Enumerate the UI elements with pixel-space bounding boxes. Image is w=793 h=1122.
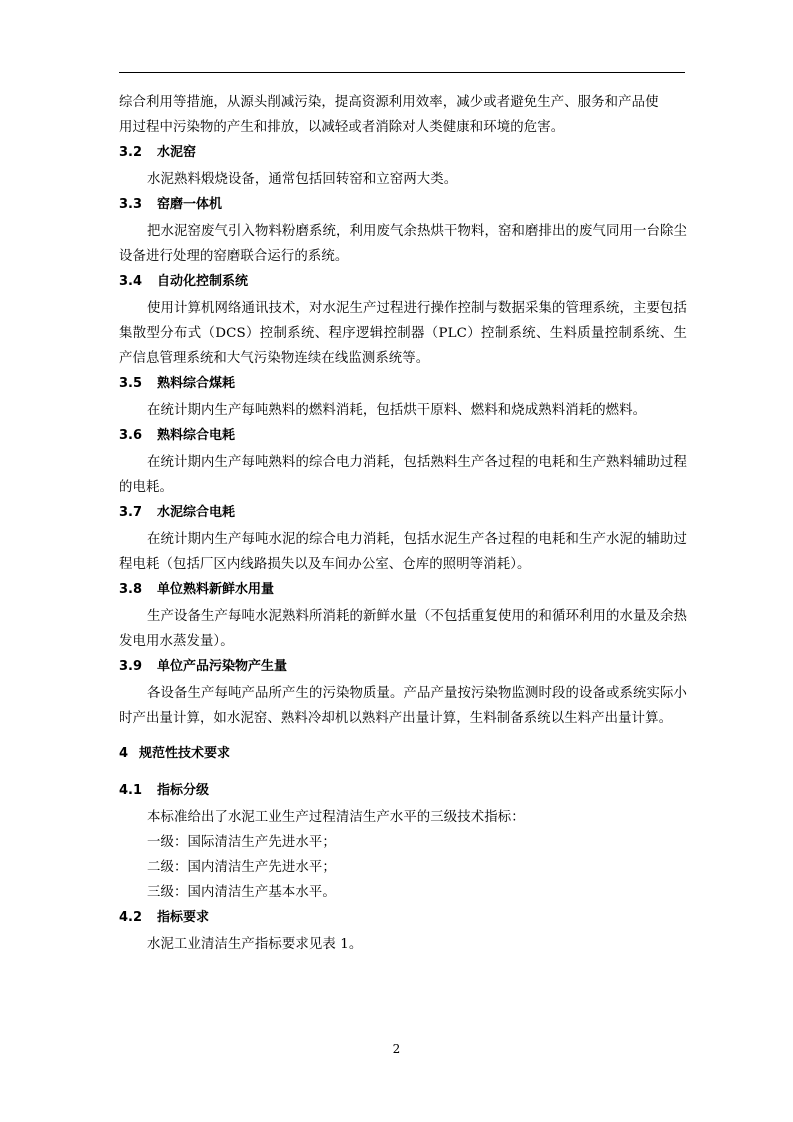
header-rule <box>119 72 685 73</box>
section-title: 熟料综合电耗 <box>157 428 236 443</box>
section-heading <box>119 905 687 932</box>
section-text: 各设备生产每吨产品所产生的污染物质量。产品产量按污染物监测时段的设备或系统实际小时产出量计算，如水泥窑、熟料冷却机以熟料产出量计算，生料制备系统以生料产出量计算。 <box>119 686 687 726</box>
section-heading <box>119 577 687 604</box>
chapter-4-heading <box>119 741 687 768</box>
chapter-number: 4 <box>119 746 129 761</box>
section-3-2 <box>119 140 687 192</box>
chapter-title: 规范性技术要求 <box>139 746 231 761</box>
section-4-2 <box>119 905 687 957</box>
level-item-1: 一级：国际清洁生产先进水平； <box>147 835 336 850</box>
section-3-7 <box>119 500 687 577</box>
section-4-1 <box>119 778 687 905</box>
section-text: 水泥工业清洁生产指标要求见表 1。 <box>147 937 363 952</box>
section-number: 4.1 <box>119 783 143 798</box>
section-text: 生产设备生产每吨水泥熟料所消耗的新鲜水量（不包括重复使用的和循环利用的水量及余热发电用水蒸发量）。 <box>119 609 687 649</box>
section-title: 指标要求 <box>157 910 210 925</box>
section-number: 3.5 <box>119 376 143 391</box>
intro-line-2: 用过程中污染物的产生和排放，以减轻或者消除对人类健康和环境的危害。 <box>119 120 565 135</box>
section-heading <box>119 654 687 681</box>
section-heading <box>119 192 687 219</box>
section-text: 本标准给出了水泥工业生产过程清洁生产水平的三级技术指标： <box>147 810 525 825</box>
section-title: 水泥窑 <box>157 145 197 160</box>
section-3-3 <box>119 192 687 269</box>
section-heading <box>119 500 687 527</box>
section-number: 3.4 <box>119 274 143 289</box>
section-3-8 <box>119 577 687 654</box>
section-title: 水泥综合电耗 <box>157 505 236 520</box>
section-title: 自动化控制系统 <box>157 274 249 289</box>
section-number: 3.3 <box>119 197 143 212</box>
section-number: 4.2 <box>119 910 143 925</box>
section-text: 在统计期内生产每吨熟料的综合电力消耗，包括熟料生产各过程的电耗和生产熟料辅助过程的电耗。 <box>119 455 687 495</box>
section-number: 3.7 <box>119 505 143 520</box>
section-title: 指标分级 <box>157 783 210 798</box>
section-text: 水泥熟料煅烧设备，通常包括回转窑和立窑两大类。 <box>147 172 458 187</box>
section-text: 使用计算机网络通讯技术，对水泥生产过程进行操作控制与数据采集的管理系统，主要包括集散型分布式（DCS）控制系统、程序逻辑控制器（PLC）控制系统、生料质量控制系统、生产信息管理系统和大气污染物连续在线监测系统等。 <box>119 301 687 366</box>
section-number: 3.9 <box>119 659 143 674</box>
section-number: 3.8 <box>119 582 143 597</box>
page-number: 2 <box>392 1042 401 1056</box>
section-number: 3.2 <box>119 145 143 160</box>
section-title: 单位熟料新鲜水用量 <box>157 582 275 597</box>
section-3-5 <box>119 371 687 423</box>
section-heading <box>119 269 687 296</box>
section-number: 3.6 <box>119 428 143 443</box>
section-heading <box>119 371 687 398</box>
section-3-9 <box>119 654 687 731</box>
section-text: 把水泥窑废气引入物料粉磨系统，利用废气余热烘干物料，窑和磨排出的废气同用一台除尘设备进行处理的窑磨联合运行的系统。 <box>119 224 687 264</box>
section-heading <box>119 140 687 167</box>
level-item-2: 二级：国内清洁生产先进水平； <box>147 860 336 875</box>
intro-line-1: 综合利用等措施，从源头削减污染，提高资源利用效率，减少或者避免生产、服务和产品使 <box>119 95 659 110</box>
section-heading <box>119 778 687 805</box>
section-title: 窑磨一体机 <box>157 197 223 212</box>
level-item-3: 三级：国内清洁生产基本水平。 <box>147 885 336 900</box>
section-heading <box>119 423 687 450</box>
section-text: 在统计期内生产每吨熟料的燃料消耗，包括烘干原料、燃料和烧成熟料消耗的燃料。 <box>147 403 647 418</box>
section-title: 熟料综合煤耗 <box>157 376 236 391</box>
section-3-4 <box>119 269 687 371</box>
document-body <box>119 90 687 957</box>
section-title: 单位产品污染物产生量 <box>157 659 288 674</box>
section-text: 在统计期内生产每吨水泥的综合电力消耗，包括水泥生产各过程的电耗和生产水泥的辅助过程电耗（包括厂区内线路损失以及车间办公室、仓库的照明等消耗）。 <box>119 532 687 572</box>
section-3-6 <box>119 423 687 500</box>
